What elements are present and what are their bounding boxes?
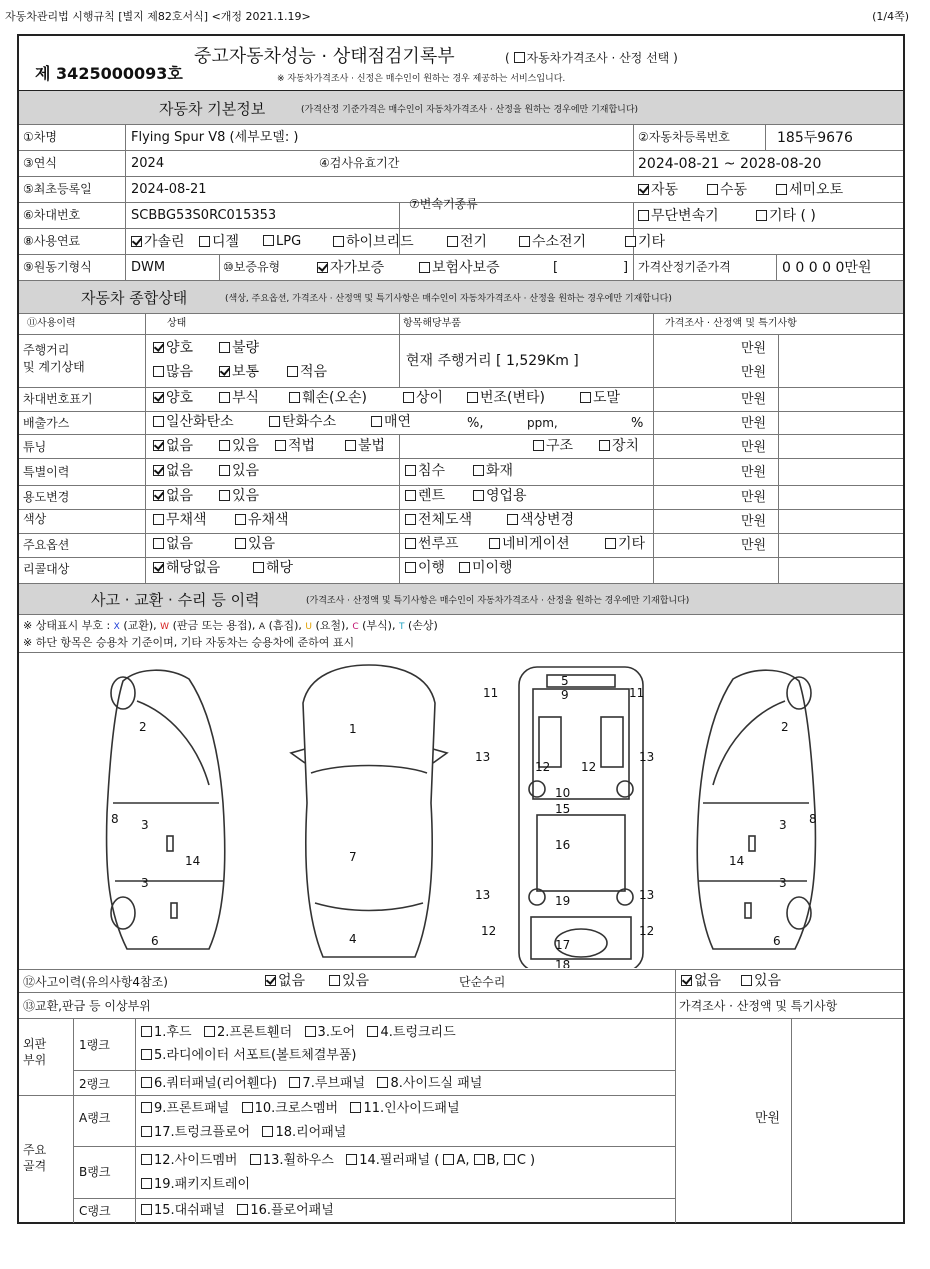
col-state: 상태	[167, 318, 187, 329]
rankC-row: 15.대쉬패널 16.플로어패널	[141, 1204, 334, 1217]
rank-c: C랭크	[79, 1204, 111, 1218]
special-label: 특별이력	[23, 465, 70, 479]
under-part-9: 9	[561, 688, 569, 702]
repair-none-checkbox[interactable]	[681, 975, 692, 986]
valid-label: ④검사유효기간	[319, 156, 400, 170]
trans-semi-checkbox[interactable]	[776, 184, 787, 195]
tuning-yes: 있음	[219, 439, 259, 453]
vin-value: SCBBG53S0RC015353	[131, 208, 277, 223]
under-part-16: 16	[555, 838, 571, 852]
color-change-checkbox[interactable]	[507, 514, 518, 525]
vin-mark-rust-checkbox[interactable]	[219, 392, 230, 403]
option-sunroof-checkbox[interactable]	[405, 538, 416, 549]
trans-semi: 세미오토	[776, 183, 843, 197]
emission-hc: 탄화수소	[269, 415, 336, 429]
legend-text: (손상)	[404, 619, 438, 632]
under-part-10: 10	[555, 786, 571, 800]
fuel-electric: 전기	[447, 235, 487, 249]
fuel-diesel-checkbox[interactable]	[199, 236, 210, 247]
trans-cvt-checkbox[interactable]	[638, 210, 649, 221]
mileage-normal: 보통	[219, 365, 259, 379]
emission-co-checkbox[interactable]	[153, 416, 164, 427]
left-part-3a: 3	[141, 818, 149, 832]
fuel-lpg-checkbox[interactable]	[263, 235, 274, 246]
emission-smoke: 매연	[371, 415, 411, 429]
part-2-checkbox[interactable]	[204, 1026, 215, 1037]
tuning-legal-checkbox[interactable]	[275, 440, 286, 451]
left-part-2: 2	[139, 720, 147, 734]
gauge-label: 및 계기상태	[23, 360, 85, 374]
top-part-4: 4	[349, 932, 357, 946]
vin-mark-altered-checkbox[interactable]	[467, 392, 478, 403]
color-change: 색상변경	[507, 513, 574, 527]
trans-auto: 자동	[638, 183, 678, 197]
under-part-19: 19	[555, 894, 571, 908]
vin-mark-smeared: 도말	[580, 391, 620, 405]
repair-none: 없음	[681, 974, 721, 988]
special-fire-checkbox[interactable]	[473, 465, 484, 476]
fuel-hybrid: 하이브리드	[333, 235, 414, 249]
usage-yes-checkbox[interactable]	[219, 490, 230, 501]
trans-label: ⑦변속기종류	[409, 197, 478, 211]
special-yes: 있음	[219, 464, 259, 478]
left-part-8: 8	[111, 812, 119, 826]
option-sunroof: 썬루프	[405, 537, 459, 551]
part-15-checkbox[interactable]	[141, 1204, 152, 1215]
page-indicator: (1/4쪽)	[872, 10, 909, 23]
emission-smoke-checkbox[interactable]	[371, 416, 382, 427]
option-yes: 있음	[235, 537, 275, 551]
right-part-2: 2	[781, 720, 789, 734]
recall-label: 리콜대상	[23, 562, 70, 576]
law-reference: 자동차관리법 시행규칙 [별지 제82호서식] <개정 2021.1.19>	[5, 10, 311, 23]
col-item: 항목해당부품	[403, 318, 461, 329]
parts-price-unit: 만원	[755, 1111, 781, 1126]
warranty-bracket-right: ]	[623, 260, 629, 275]
color-chromatic-checkbox[interactable]	[235, 514, 246, 525]
basic-info-title: 자동차 기본정보	[159, 100, 266, 118]
mileage-normal-checkbox[interactable]	[219, 366, 230, 377]
part-14-checkbox[interactable]	[346, 1154, 357, 1165]
left-part-14: 14	[185, 854, 201, 868]
main-label-1: 주요	[23, 1143, 47, 1157]
mileage-bad-checkbox[interactable]	[219, 342, 230, 353]
rank1-row-b: 5.라디에이터 서포트(볼트체결부품)	[141, 1049, 357, 1062]
trans-manual-checkbox[interactable]	[707, 184, 718, 195]
part-7-checkbox[interactable]	[289, 1077, 300, 1088]
recall-done: 이행	[405, 561, 445, 575]
vin-mark-label: 차대번호표기	[23, 392, 93, 406]
legend-text: (부식),	[358, 619, 399, 632]
warranty-self-checkbox[interactable]	[317, 262, 328, 273]
accident-none-checkbox[interactable]	[265, 975, 276, 986]
fuel-diesel: 디젤	[199, 235, 239, 249]
rankB-row-b: 19.패키지트레이	[141, 1178, 250, 1191]
legend-text: (흠집),	[265, 619, 306, 632]
main-label-2: 골격	[23, 1159, 47, 1173]
usage-yes: 있음	[219, 489, 259, 503]
left-part-6: 6	[151, 934, 159, 948]
emission-unit-2: ppm,	[527, 416, 558, 430]
recall-none: 해당없음	[153, 561, 220, 575]
parts-price-col: 가격조사 · 산정액 및 특기사항	[679, 999, 838, 1013]
option-navigation-checkbox[interactable]	[489, 538, 500, 549]
engine-value: DWM	[131, 260, 166, 275]
part-5-checkbox[interactable]	[141, 1049, 152, 1060]
price-base-digits: 0 0 0 0 0만원	[782, 260, 872, 276]
option-navigation: 네비게이션	[489, 537, 570, 551]
recall-yes: 해당	[253, 561, 293, 575]
legend-symbol: A	[258, 622, 266, 632]
part-1-checkbox[interactable]	[141, 1026, 152, 1037]
emission-label: 배출가스	[23, 416, 70, 430]
tuning-legal: 적법	[275, 439, 315, 453]
emission-co: 일산화탄소	[153, 415, 234, 429]
mileage-many: 많음	[153, 365, 193, 379]
mileage-text: 현재 주행거리 [ 1,529Km ]	[406, 353, 579, 369]
under-part-17: 17	[555, 938, 571, 952]
part-18-checkbox[interactable]	[262, 1126, 273, 1137]
tuning-label: 튜닝	[23, 440, 47, 454]
color-full-paint: 전체도색	[405, 513, 472, 527]
color-unit: 만원	[741, 514, 767, 529]
mileage-good: 양호	[153, 341, 193, 355]
legend-text: (판금 또는 용접),	[169, 619, 259, 632]
vin-label: ⑥차대번호	[23, 208, 81, 222]
trans-cvt: 무단변속기	[638, 209, 719, 223]
right-part-3a: 3	[779, 818, 787, 832]
part-19-checkbox[interactable]	[141, 1178, 152, 1189]
car-name-label: ①차명	[23, 130, 57, 144]
fuel-etc: 기타	[625, 235, 665, 249]
legend-symbol: T	[398, 622, 405, 632]
special-yes-checkbox[interactable]	[219, 465, 230, 476]
legend-text: (요철),	[312, 619, 353, 632]
option-etc: 기타	[605, 537, 645, 551]
part-6-checkbox[interactable]	[141, 1077, 152, 1088]
usage-rent: 렌트	[405, 489, 445, 503]
legend-symbol: X	[113, 622, 120, 632]
option-none-checkbox[interactable]	[153, 538, 164, 549]
top-view-car	[291, 665, 447, 957]
tuning-device-checkbox[interactable]	[599, 440, 610, 451]
mileage-unit-2: 만원	[741, 365, 767, 380]
mileage-good-checkbox[interactable]	[153, 342, 164, 353]
col-history: ⑪사용이력	[27, 318, 76, 329]
tuning-none-checkbox[interactable]	[153, 440, 164, 451]
pillar-a-checkbox[interactable]	[443, 1154, 454, 1165]
under-part-13b: 13	[639, 750, 655, 764]
option-none: 없음	[153, 537, 193, 551]
accident-yes-checkbox[interactable]	[329, 975, 340, 986]
form-title: 중고자동차성능 · 상태점검기록부	[194, 46, 455, 67]
fuel-gasoline-checkbox[interactable]	[131, 236, 142, 247]
recall-done-checkbox[interactable]	[405, 562, 416, 573]
fuel-gasoline: 가솔린	[131, 235, 185, 249]
under-part-12a: 12	[535, 760, 551, 774]
vin-mark-differ: 상이	[403, 391, 443, 405]
rank-1: 1랭크	[79, 1038, 110, 1052]
warranty-self: 자가보증	[317, 261, 384, 275]
fuel-electric-checkbox[interactable]	[447, 236, 458, 247]
vin-mark-damage-checkbox[interactable]	[289, 392, 300, 403]
fuel-hydrogen-checkbox[interactable]	[519, 236, 530, 247]
trans-etc: 기타 ( )	[756, 209, 816, 223]
legend-symbol: C	[352, 622, 359, 632]
part-3-checkbox[interactable]	[305, 1026, 316, 1037]
price-option-checkbox[interactable]	[514, 52, 525, 63]
simple-repair-label: 단순수리	[459, 975, 506, 989]
symbol-legend: ※ 상태표시 부호 : X (교환), W (판금 또는 용접), A (흠집), U (요철), C (부식), T (손상)	[23, 619, 438, 632]
tuning-illegal: 불법	[345, 439, 385, 453]
color-chromatic: 유채색	[235, 513, 289, 527]
part-16-checkbox[interactable]	[237, 1204, 248, 1215]
engine-label: ⑨원동기형식	[23, 260, 92, 274]
left-part-3b: 3	[141, 876, 149, 890]
special-flood: 침수	[405, 464, 445, 478]
status-title: 자동차 종합상태	[81, 289, 188, 307]
first-reg-value: 2024-08-21	[131, 182, 207, 197]
tuning-structure-checkbox[interactable]	[533, 440, 544, 451]
special-none: 없음	[153, 464, 193, 478]
rankB-row-a: 12.사이드멤버 13.휠하우스 14.필러패널 ( A, B, C )	[141, 1154, 535, 1167]
under-part-11a: 11	[483, 686, 499, 700]
usage-unit: 만원	[741, 490, 767, 505]
emission-price-unit: 만원	[741, 416, 767, 431]
accident-note: (가격조사 · 산정액 및 특기사항은 매수인이 자동차가격조사 · 산정을 원하는 경우에만 기재합니다)	[306, 596, 690, 606]
usage-none-checkbox[interactable]	[153, 490, 164, 501]
mileage-unit-1: 만원	[741, 341, 767, 356]
part-10-checkbox[interactable]	[242, 1102, 253, 1113]
fuel-hydrogen: 수소전기	[519, 235, 586, 249]
right-part-3b: 3	[779, 876, 787, 890]
option-etc-checkbox[interactable]	[605, 538, 616, 549]
trans-etc-checkbox[interactable]	[756, 210, 767, 221]
mileage-bad: 불량	[219, 341, 259, 355]
reg-no-label: ②자동차등록번호	[638, 130, 730, 144]
part-12-checkbox[interactable]	[141, 1154, 152, 1165]
warranty-insurance-checkbox[interactable]	[419, 262, 430, 273]
under-part-18: 18	[555, 958, 571, 968]
undercarriage-view	[519, 667, 643, 968]
part-11-checkbox[interactable]	[350, 1102, 361, 1113]
reg-no-value: 185두9676	[777, 130, 853, 146]
warranty-bracket-left: [	[553, 260, 559, 275]
vin-mark-good: 양호	[153, 391, 193, 405]
price-base-label: 가격산정기준가격	[638, 260, 731, 274]
diagram-note: ※ 하단 항목은 승용차 기준이며, 기타 자동차는 승용차에 준하여 표시	[23, 636, 355, 649]
under-part-13d: 13	[639, 888, 655, 902]
price-option: ( 자동차가격조사 · 산정 선택 )	[505, 51, 678, 65]
recall-none-checkbox[interactable]	[153, 562, 164, 573]
under-part-12b: 12	[581, 760, 597, 774]
color-label: 색상	[23, 512, 47, 526]
form-note: ※ 자동차가격조사 · 신정은 매수인이 원하는 경우 제공하는 서비스입니다.	[277, 74, 566, 84]
year-value: 2024	[131, 156, 165, 171]
usage-none: 없음	[153, 489, 193, 503]
first-reg-label: ⑤최초등록일	[23, 182, 92, 196]
left-side-car	[107, 670, 225, 949]
emission-hc-checkbox[interactable]	[269, 416, 280, 427]
rank-2: 2랭크	[79, 1077, 110, 1091]
under-part-11b: 11	[629, 686, 645, 700]
accident-none: 없음	[265, 974, 305, 988]
option-label: 주요옵션	[23, 538, 70, 552]
top-part-7: 7	[349, 850, 357, 864]
basic-info-note: (가격산정 기준가격은 매수인이 자동차가격조사 · 산정을 원하는 경우에만 기재합니다)	[301, 105, 639, 115]
option-yes-checkbox[interactable]	[235, 538, 246, 549]
outer-label-2: 부위	[23, 1053, 47, 1067]
color-achromatic: 무채색	[153, 513, 207, 527]
mileage-few: 적음	[287, 365, 327, 379]
usage-rent-checkbox[interactable]	[405, 490, 416, 501]
tuning-device: 장치	[599, 439, 639, 453]
tuning-yes-checkbox[interactable]	[219, 440, 230, 451]
part-8-checkbox[interactable]	[377, 1077, 388, 1088]
car-name-value: Flying Spur V8 (세부모델: )	[131, 130, 299, 145]
rankA-row-b: 17.트렁크플로어 18.리어패널	[141, 1126, 346, 1139]
rank-a: A랭크	[79, 1111, 111, 1125]
vin-mark-good-checkbox[interactable]	[153, 392, 164, 403]
vin-mark-smeared-checkbox[interactable]	[580, 392, 591, 403]
tuning-none: 없음	[153, 439, 193, 453]
legend-symbol: W	[160, 622, 170, 632]
right-part-6: 6	[773, 934, 781, 948]
mileage-few-checkbox[interactable]	[287, 366, 298, 377]
trans-auto-checkbox[interactable]	[638, 184, 649, 195]
under-part-13a: 13	[475, 750, 491, 764]
under-part-5: 5	[561, 674, 569, 688]
part-4-checkbox[interactable]	[367, 1026, 378, 1037]
legend-symbol: U	[305, 622, 312, 632]
color-full-paint-checkbox[interactable]	[405, 514, 416, 525]
accident-title: 사고 · 교환 · 수리 등 이력	[91, 591, 260, 609]
vin-mark-rust: 부식	[219, 391, 259, 405]
valid-value: 2024-08-21 ~ 2028-08-20	[638, 156, 822, 172]
year-label: ③연식	[23, 156, 57, 170]
recall-not-done: 미이행	[459, 561, 513, 575]
under-part-12d: 12	[639, 924, 655, 938]
tuning-structure: 구조	[533, 439, 573, 453]
vin-mark-altered: 번조(변타)	[467, 391, 545, 405]
vin-mark-unit: 만원	[741, 392, 767, 407]
usage-business: 영업용	[473, 489, 527, 503]
warranty-insurance: 보험사보증	[419, 261, 500, 275]
special-flood-checkbox[interactable]	[405, 465, 416, 476]
top-part-1: 1	[349, 722, 357, 736]
repair-yes-checkbox[interactable]	[741, 975, 752, 986]
mileage-label: 주행거리	[23, 343, 70, 357]
parts-label: ⑬교환,판금 등 이상부위	[23, 999, 151, 1013]
accident-yes: 있음	[329, 974, 369, 988]
warranty-label: ⑩보증유형	[223, 260, 281, 274]
rankA-row-a: 9.프론트패널 10.크로스멤버 11.인사이드패널	[141, 1102, 460, 1115]
rank-b: B랭크	[79, 1165, 111, 1179]
usage-business-checkbox[interactable]	[473, 490, 484, 501]
part-9-checkbox[interactable]	[141, 1102, 152, 1113]
right-side-car	[697, 670, 815, 949]
pillar-c-checkbox[interactable]	[504, 1154, 515, 1165]
outer-label-1: 외판	[23, 1037, 47, 1051]
fuel-etc-checkbox[interactable]	[625, 236, 636, 247]
pillar-b-checkbox[interactable]	[474, 1154, 485, 1165]
recall-yes-checkbox[interactable]	[253, 562, 264, 573]
tuning-illegal-checkbox[interactable]	[345, 440, 356, 451]
option-unit: 만원	[741, 538, 767, 553]
mileage-many-checkbox[interactable]	[153, 366, 164, 377]
legend-text: (교환),	[119, 619, 161, 632]
rank2-row: 6.쿼터패널(리어휀다) 7.루브패널 8.사이드실 패널	[141, 1077, 482, 1090]
status-note: (색상, 주요옵션, 가격조사 · 산정액 및 특기사항은 매수인이 자동차가격조사 · 산정을 원하는 경우에만 기재합니다)	[225, 294, 672, 304]
col-price: 가격조사 · 산정액 및 특기사항	[665, 318, 797, 329]
accident-history-label: ⑫사고이력(유의사항4참조)	[23, 975, 168, 989]
fuel-label: ⑧사용연료	[23, 234, 81, 248]
trans-manual: 수동	[707, 183, 747, 197]
right-part-8: 8	[809, 812, 817, 826]
form-number: 제 3425000093호	[35, 64, 183, 83]
repair-yes: 있음	[741, 974, 781, 988]
inspection-form	[17, 34, 905, 1224]
tuning-unit: 만원	[741, 440, 767, 455]
under-part-12c: 12	[481, 924, 497, 938]
fuel-lpg: LPG	[263, 235, 301, 248]
part-13-checkbox[interactable]	[250, 1154, 261, 1165]
fuel-hybrid-checkbox[interactable]	[333, 236, 344, 247]
right-part-14: 14	[729, 854, 745, 868]
special-fire: 화재	[473, 464, 513, 478]
under-part-13c: 13	[475, 888, 491, 902]
usage-label: 용도변경	[23, 490, 70, 504]
special-unit: 만원	[741, 465, 767, 480]
recall-not-done-checkbox[interactable]	[459, 562, 470, 573]
vehicle-diagram	[19, 653, 903, 968]
color-achromatic-checkbox[interactable]	[153, 514, 164, 525]
emission-unit-3: %	[631, 416, 644, 431]
vin-mark-damage: 훼손(오손)	[289, 391, 367, 405]
under-part-15: 15	[555, 802, 571, 816]
vin-mark-differ-checkbox[interactable]	[403, 392, 414, 403]
part-17-checkbox[interactable]	[141, 1126, 152, 1137]
rank1-row-a: 1.후드 2.프론트휀더 3.도어 4.트렁크리드	[141, 1026, 456, 1039]
emission-unit-1: %,	[467, 416, 484, 431]
special-none-checkbox[interactable]	[153, 465, 164, 476]
